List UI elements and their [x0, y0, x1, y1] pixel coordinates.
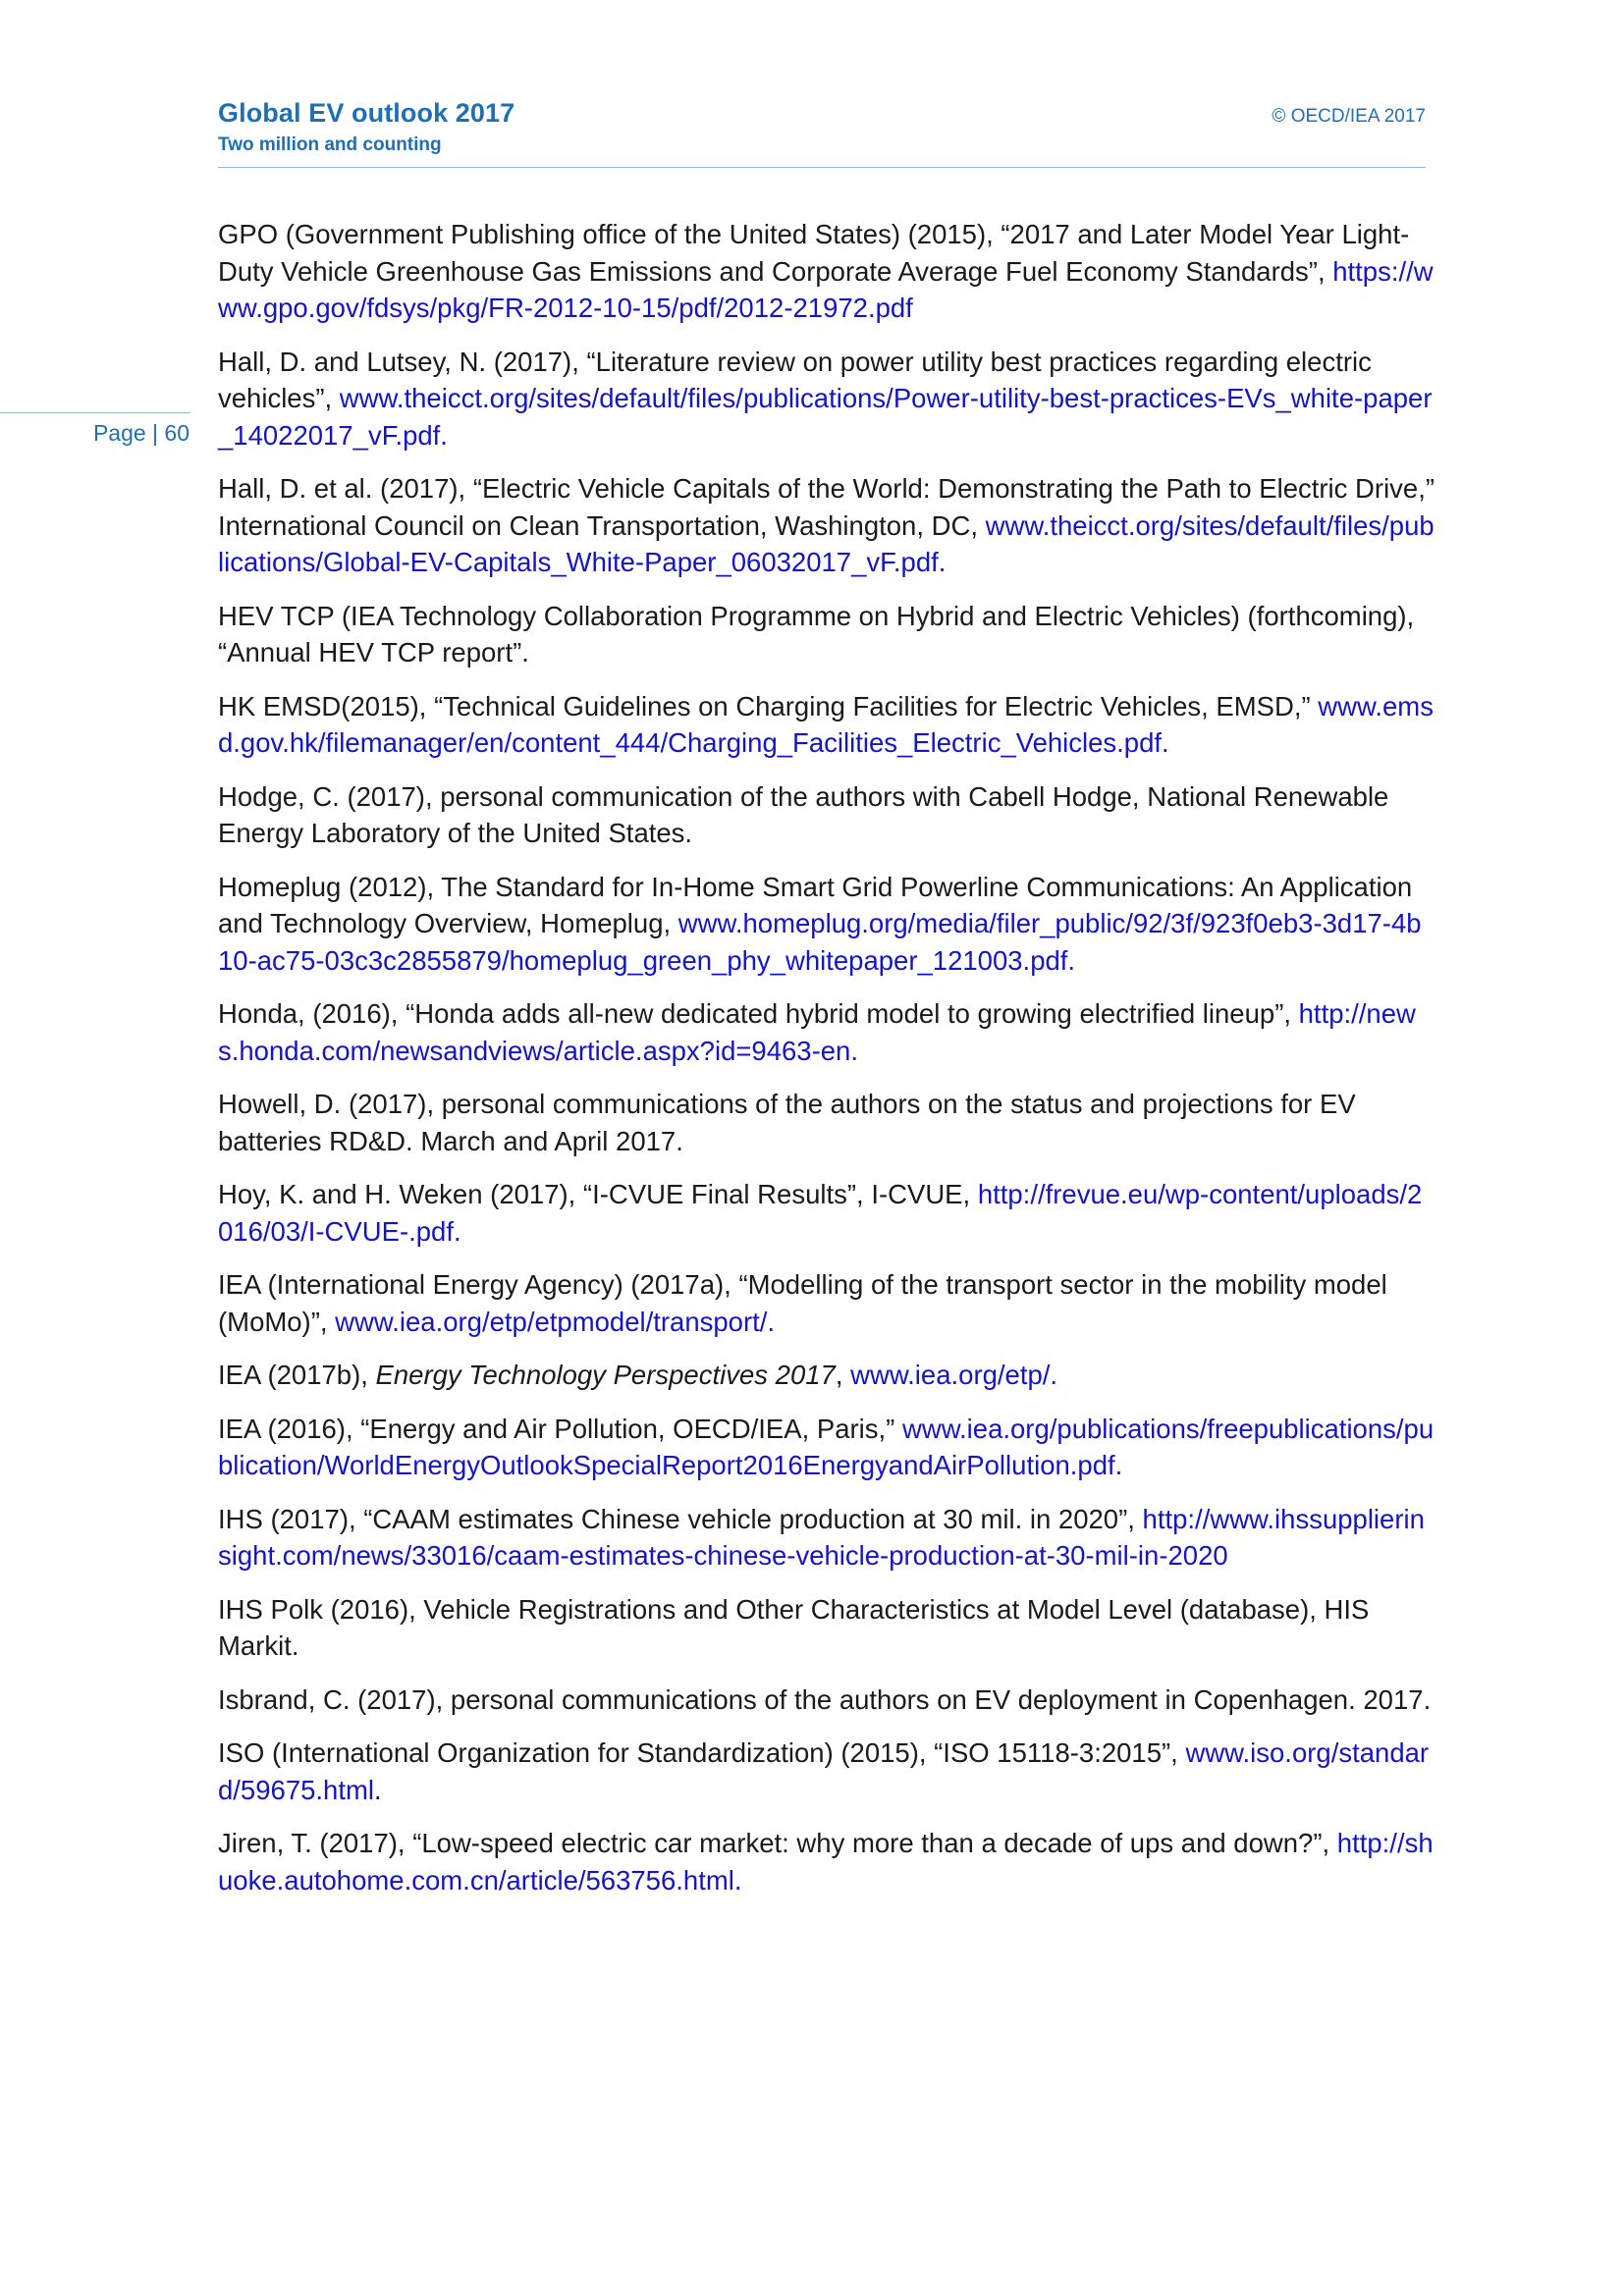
page-number: Page | 60: [92, 420, 189, 446]
reference-text: HEV TCP (IEA Technology Collaboration Programme on Hybrid and Electric Vehicles) (forthcoming), “Annual HEV TCP report”.: [218, 600, 1415, 667]
reference-text: Hodge, C. (2017), personal communication of the authors with Cabell Hodge, National Renewable Energy Laboratory of the United States.: [218, 780, 1389, 848]
reference-text: IEA (2016), “Energy and Air Pollution, OECD/IEA, Paris,”: [218, 1413, 902, 1444]
reference-entry: [218, 344, 1435, 454]
reference-entry: [218, 1086, 1435, 1159]
reference-text: Howell, D. (2017), personal communications of the authors on the status and projections for EV batteries RD&D. March and April 2017.: [218, 1089, 1356, 1156]
reference-text: GPO (Government Publishing office of the United States) (2015), “2017 and Later Model Year Light-Duty Vehicle Greenhouse Gas Emissions and Corporate Average Fuel Economy Standards”,: [218, 219, 1410, 287]
reference-entry: [218, 1357, 1435, 1394]
reference-title-italic: Energy Technology Perspectives 2017: [375, 1360, 836, 1390]
reference-text: IHS (2017), “CAAM estimates Chinese vehicle production at 30 mil. in 2020”,: [218, 1503, 1143, 1534]
reference-entry: [218, 216, 1435, 327]
reference-link[interactable]: www.iea.org/etp/.: [850, 1360, 1058, 1390]
reference-link[interactable]: http://shuoke.autohome.com.cn/article/563756.html.: [218, 1828, 1434, 1896]
reference-entry: [218, 470, 1435, 581]
reference-text: IEA (2017b),: [218, 1360, 376, 1390]
copyright-notice: © OECD/IEA 2017: [1272, 106, 1426, 127]
reference-text: Isbrand, C. (2017), personal communications of the authors on EV deployment in Copenhagen. 2017.: [218, 1683, 1432, 1715]
reference-text: Honda, (2016), “Honda adds all-new dedicated hybrid model to growing electrified lineup”,: [218, 998, 1299, 1029]
reference-link[interactable]: www.iso.org/standard/59675.html: [218, 1737, 1430, 1805]
reference-entry: [218, 995, 1435, 1069]
reference-text: IHS Polk (2016), Vehicle Registrations and Other Characteristics at Model Level (database), HIS Markit.: [218, 1593, 1370, 1661]
report-subtitle: Two million and counting: [218, 134, 442, 155]
reference-separator: ,: [835, 1360, 851, 1390]
reference-link[interactable]: www.emsd.gov.hk/filemanager/en/content_444/Charging_Facilities_Electric_Vehicles.pdf.: [218, 690, 1434, 758]
reference-text: ISO (International Organization for Standardization) (2015), “ISO 15118-3:2015”,: [218, 1737, 1186, 1768]
reference-entry: [218, 1176, 1435, 1250]
reference-text: Hall, D. and Lutsey, N. (2017), “Literature review on power utility best practices regarding electric vehicles”,: [218, 346, 1372, 413]
report-title: Global EV outlook 2017: [218, 98, 515, 128]
reference-entry: [218, 1501, 1435, 1575]
reference-entry: [218, 1682, 1435, 1719]
reference-entry: [218, 869, 1435, 980]
reference-link[interactable]: www.iea.org/publications/freepublications/publication/WorldEnergyOutlookSpecialReport2016EnergyandAirPollution.pdf.: [218, 1413, 1435, 1480]
page-number-rule: [0, 412, 190, 413]
reference-text: Jiren, T. (2017), “Low-speed electric car market: why more than a decade of ups and down?”,: [218, 1828, 1337, 1858]
reference-entry: [218, 688, 1435, 762]
reference-entry: [218, 1825, 1435, 1898]
reference-tail: .: [374, 1774, 382, 1805]
page-header: [218, 98, 1426, 168]
reference-entry: [218, 1591, 1435, 1665]
reference-entry: [218, 598, 1435, 671]
reference-text: IEA (International Energy Agency) (2017a), “Modelling of the transport sector in the mobility model (MoMo)”,: [218, 1269, 1387, 1337]
reference-entry: [218, 1266, 1435, 1340]
reference-link[interactable]: www.theicct.org/sites/default/files/publications/Power-utility-best-practices-EVs_white-paper_14022017_vF.pdf.: [218, 383, 1433, 451]
reference-link[interactable]: www.homeplug.org/media/filer_public/92/3f/923f0eb3-3d17-4b10-ac75-03c3c2855879/homeplug_green_phy_whitepaper_121003.pdf.: [218, 908, 1422, 976]
reference-list: [218, 216, 1435, 1915]
reference-text: Hall, D. et al. (2017), “Electric Vehicle Capitals of the World: Demonstrating the Path to Electric Drive,” International Council on Clean Transportation, Washington, DC,: [218, 473, 1435, 541]
reference-text: Hoy, K. and H. Weken (2017), “I-CVUE Final Results”, I-CVUE,: [218, 1179, 978, 1209]
reference-entry: [218, 1411, 1435, 1484]
reference-link[interactable]: www.iea.org/etp/etpmodel/transport/.: [335, 1306, 776, 1337]
reference-link[interactable]: www.theicct.org/sites/default/files/publications/Global-EV-Capitals_White-Paper_06032017_vF.pdf.: [218, 509, 1435, 577]
reference-link[interactable]: https://www.gpo.gov/fdsys/pkg/FR-2012-10-15/pdf/2012-21972.pdf: [218, 255, 1434, 323]
reference-text: HK EMSD(2015), “Technical Guidelines on Charging Facilities for Electric Vehicles, EMSD,”: [218, 690, 1319, 721]
reference-text: Homeplug (2012), The Standard for In-Home Smart Grid Powerline Communications: An Application and Technology Overview, Homeplug,: [218, 871, 1413, 938]
reference-entry: [218, 778, 1435, 852]
reference-entry: [218, 1735, 1435, 1808]
reference-link[interactable]: http://frevue.eu/wp-content/uploads/2016/03/I-CVUE-.pdf.: [218, 1179, 1423, 1247]
reference-link[interactable]: http://www.ihssupplierinsight.com/news/33016/caam-estimates-chinese-vehicle-production-at-30-mil-in-2020: [218, 1503, 1425, 1571]
reference-link[interactable]: http://news.honda.com/newsandviews/article.aspx?id=9463-en.: [218, 998, 1416, 1066]
